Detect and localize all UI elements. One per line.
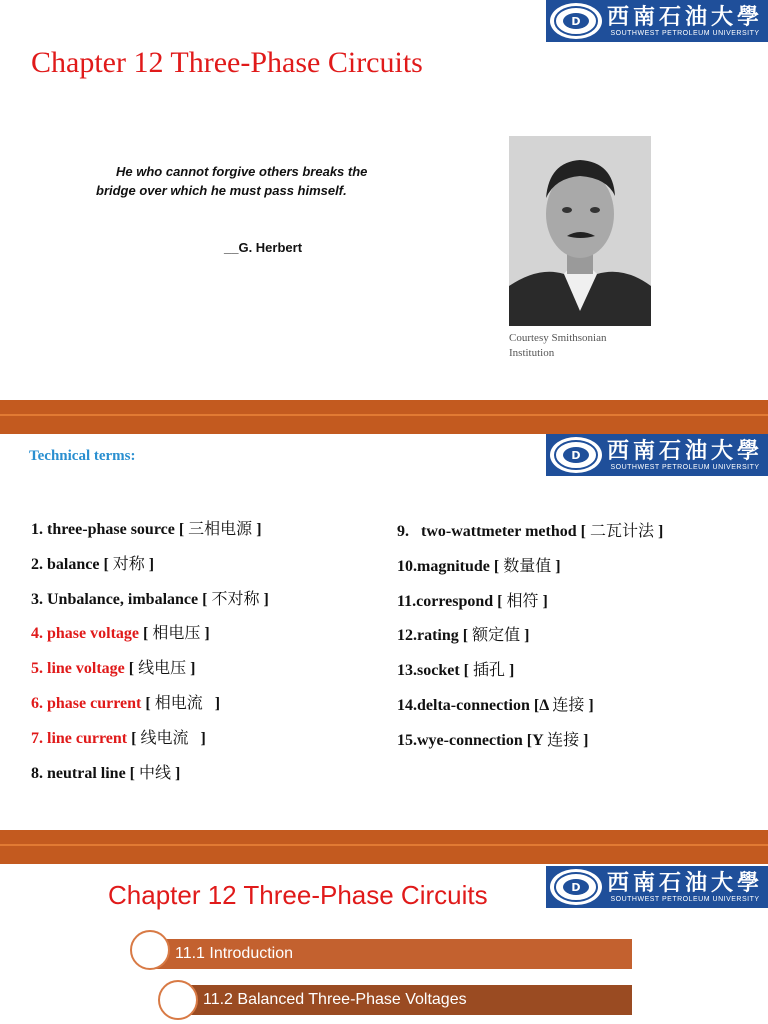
term-item: 1. three-phase source [ 三相电源 ] <box>31 519 262 538</box>
logo-english-name: SOUTHWEST PETROLEUM UNIVERSITY <box>610 895 760 903</box>
caption-line-2: Institution <box>509 347 555 359</box>
section-item-introduction[interactable] <box>150 939 632 969</box>
university-emblem-icon <box>550 3 602 39</box>
term-item: 5. line voltage [ 线电压 ] <box>31 658 196 678</box>
logo-chinese-name: 西南石油大學 <box>606 869 763 896</box>
slide-1 <box>0 0 768 400</box>
terms-list-right <box>397 518 663 762</box>
term-item: 4. phase voltage [ 相电压 ] <box>31 623 210 643</box>
logo-english-name: SOUTHWEST PETROLEUM UNIVERSITY <box>610 29 760 37</box>
quote <box>96 162 396 200</box>
quote-author: __G. Herbert <box>224 240 303 255</box>
term-item: 6. phase current [ 相电流 ] <box>31 692 221 712</box>
university-emblem-icon <box>550 869 602 905</box>
section-label: 11.1 Introduction <box>175 945 294 962</box>
technical-terms-heading: Technical terms: <box>29 448 136 464</box>
section-bullet-icon <box>130 930 170 970</box>
university-emblem-icon <box>550 437 602 473</box>
term-item: 8. neutral line [ 中线 ] <box>31 762 181 782</box>
section-item-balanced-voltages[interactable] <box>180 985 632 1015</box>
logo-chinese-name: 西南石油大學 <box>606 437 763 464</box>
logo-chinese-name: 西南石油大學 <box>606 3 763 30</box>
photo-caption <box>509 331 659 361</box>
terms-list-left <box>31 516 269 794</box>
term-item: 14.delta-connection [Δ 连接 ] <box>397 694 594 714</box>
term-item: 7. line current [ 线电流 ] <box>31 727 206 747</box>
slide-separator-1 <box>0 400 768 434</box>
term-item: 9. two-wattmeter method [ 二瓦计法 ] <box>397 521 664 540</box>
term-item: 10.magnitude [ 数量值 ] <box>397 555 561 575</box>
university-logo <box>546 434 768 476</box>
caption-line-1: Courtesy Smithsonian <box>509 332 607 344</box>
term-item: 15.wye-connection [Y 连接 ] <box>397 729 589 749</box>
svg-text:D: D <box>571 449 581 462</box>
portrait-photo <box>509 136 651 326</box>
term-item: 3. Unbalance, imbalance [ 不对称 ] <box>31 588 269 608</box>
slide-1-title: Chapter 12 Three-Phase Circuits <box>31 46 423 79</box>
term-item: 2. balance [ 对称 ] <box>31 553 155 573</box>
term-item: 13.socket [ 插孔 ] <box>397 660 515 680</box>
term-item: 12.rating [ 额定值 ] <box>397 625 530 645</box>
svg-text:D: D <box>571 15 581 28</box>
university-logo <box>546 0 768 42</box>
logo-english-name: SOUTHWEST PETROLEUM UNIVERSITY <box>610 463 760 471</box>
slide-separator-2 <box>0 830 768 864</box>
svg-text:D: D <box>571 881 581 894</box>
quote-line-2: bridge over which he must pass himself. <box>96 183 347 198</box>
university-logo <box>546 866 768 908</box>
slide-3-title: Chapter 12 Three-Phase Circuits <box>108 880 488 910</box>
term-item: 11.correspond [ 相符 ] <box>397 590 548 610</box>
section-label: 11.2 Balanced Three-Phase Voltages <box>203 991 467 1008</box>
section-bullet-icon <box>158 980 198 1020</box>
quote-line-1: He who cannot forgive others breaks the <box>116 164 368 179</box>
